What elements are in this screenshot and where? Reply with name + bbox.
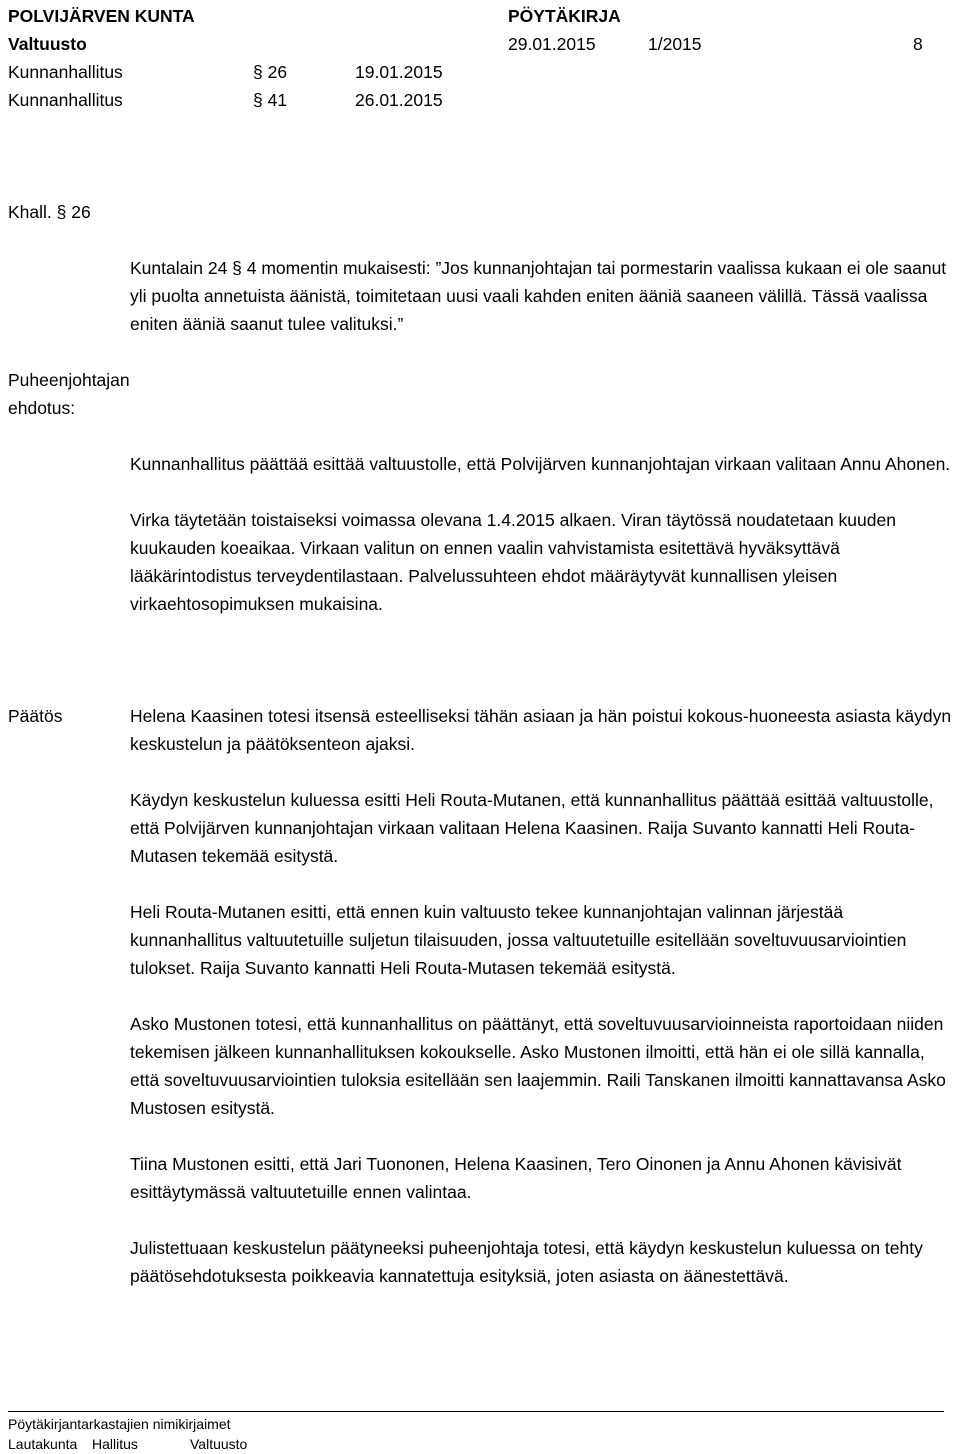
intro-paragraph: [130, 254, 956, 338]
decision-paragraph: Julistettuaan keskustelun päätyneeksi puheenjohtaja totesi, että käydyn keskustelun kuluessa on tehty päätösehdotuksesta poikkeavia kannatettuja esityksiä, joten asiasta on äänestettävä.: [130, 1238, 923, 1286]
proposal-label-line1: Puheenjohtajan: [8, 370, 130, 390]
proposal-paragraph: Virka täytetään toistaiseksi voimassa olevana 1.4.2015 alkaen. Viran täytössä noudatetaan kuuden kuukauden koeaikaa. Virkaan valitun on ennen vaalin vahvistamista esitettävä hyväksyttävä lääkärintodistus terveydentilastaan. Palvelussuhteen ehdot määräytyvät kunnallisen yleisen virkaehtosopimuksen mukaisina.: [130, 510, 896, 614]
meeting-date: 29.01.2015: [508, 34, 596, 54]
footer-col-board: Hallitus: [92, 1436, 138, 1452]
history-body: Kunnanhallitus: [8, 62, 123, 82]
document-header: [8, 2, 952, 114]
decision-paragraph: Tiina Mustonen esitti, että Jari Tuononen, Helena Kaasinen, Tero Oinonen ja Annu Ahonen kävisivät esittäytymässä valtuutetuille ennen valintaa.: [130, 1154, 902, 1202]
history-body: Kunnanhallitus: [8, 90, 123, 110]
footer-columns: [8, 1434, 944, 1454]
proposal-paragraph: Kunnanhallitus päättää esittää valtuustolle, että Polvijärven kunnanjohtajan virkaan valitaan Annu Ahonen.: [130, 454, 951, 474]
header-row-4: [8, 86, 952, 114]
decision-paragraph: Helena Kaasinen totesi itsensä esteelliseksi tähän asiaan ja hän poistui kokous-huoneesta asiasta käydyn keskustelun ja päätöksenteon ajaksi.: [130, 706, 952, 754]
proposal-label-line2: ehdotus:: [8, 398, 76, 418]
intro-text: Kuntalain 24 § 4 momentin mukaisesti: ”Jos kunnanjohtajan tai pormestarin vaalissa kukaan ei ole saanut yli puolta annetuista äänistä, toimitetaan uusi vaali kahden eniten ääniä saaneen välillä. Tässä vaalissa eniten ääniä saanut tulee valituksi.”: [130, 258, 947, 334]
decision-paragraph: Heli Routa-Mutanen esitti, että ennen kuin valtuusto tekee kunnanjohtajan valinnan järjestää kunnanhallitus valtuutetuille suljetun tilaisuuden, jossa valtuutetuille esitellään soveltuvuusarviointien tulokset. Raija Suvanto kannatti Heli Routa-Mutasen tekemää esitystä.: [130, 902, 907, 978]
decision-section: [130, 702, 956, 1290]
proposal-section: [130, 450, 956, 618]
header-row-3: [8, 58, 952, 86]
history-section: § 26: [253, 62, 288, 82]
footer-col-committee: Lautakunta: [8, 1436, 78, 1452]
history-date: 19.01.2015: [355, 62, 443, 82]
meeting-number: 1/2015: [648, 34, 702, 54]
history-section: § 41: [253, 90, 288, 110]
section-reference: Khall. § 26: [8, 202, 91, 222]
history-date: 26.01.2015: [355, 90, 443, 110]
decision-paragraph: Asko Mustonen totesi, että kunnanhallitus on päättänyt, että soveltuvuusarvioinneista raportoidaan niiden tekemisen jälkeen kunnanhallituksen kokoukselle. Asko Mustonen ilmoitti, että hän ei ole sillä kannalla, että soveltuvuusarviointien tuloksia esitellään sen laajemmin. Raili Tanskanen ilmoitti kannattavansa Asko Mustosen esitystä.: [130, 1014, 946, 1118]
footer-title: Pöytäkirjantarkastajien nimikirjaimet: [8, 1416, 231, 1432]
footer-col-council: Valtuusto: [190, 1436, 248, 1452]
proposal-label: [8, 366, 130, 422]
signature-footer: [8, 1411, 944, 1454]
header-row-1: [8, 2, 952, 30]
meeting-body: Valtuusto: [8, 34, 87, 54]
municipality-name: POLVIJÄRVEN KUNTA: [8, 6, 195, 26]
decision-paragraph: Käydyn keskustelun kuluessa esitti Heli Routa-Mutanen, että kunnanhallitus päättää esittää valtuustolle, että Polvijärven kunnanjohtajan virkaan valitaan Helena Kaasinen. Raija Suvanto kannatti Heli Routa-Mutasen tekemää esitystä.: [130, 790, 934, 866]
header-row-2: [8, 30, 952, 58]
page-number: 8: [913, 34, 923, 54]
decision-label: Päätös: [8, 706, 63, 726]
document-type: PÖYTÄKIRJA: [508, 6, 621, 26]
